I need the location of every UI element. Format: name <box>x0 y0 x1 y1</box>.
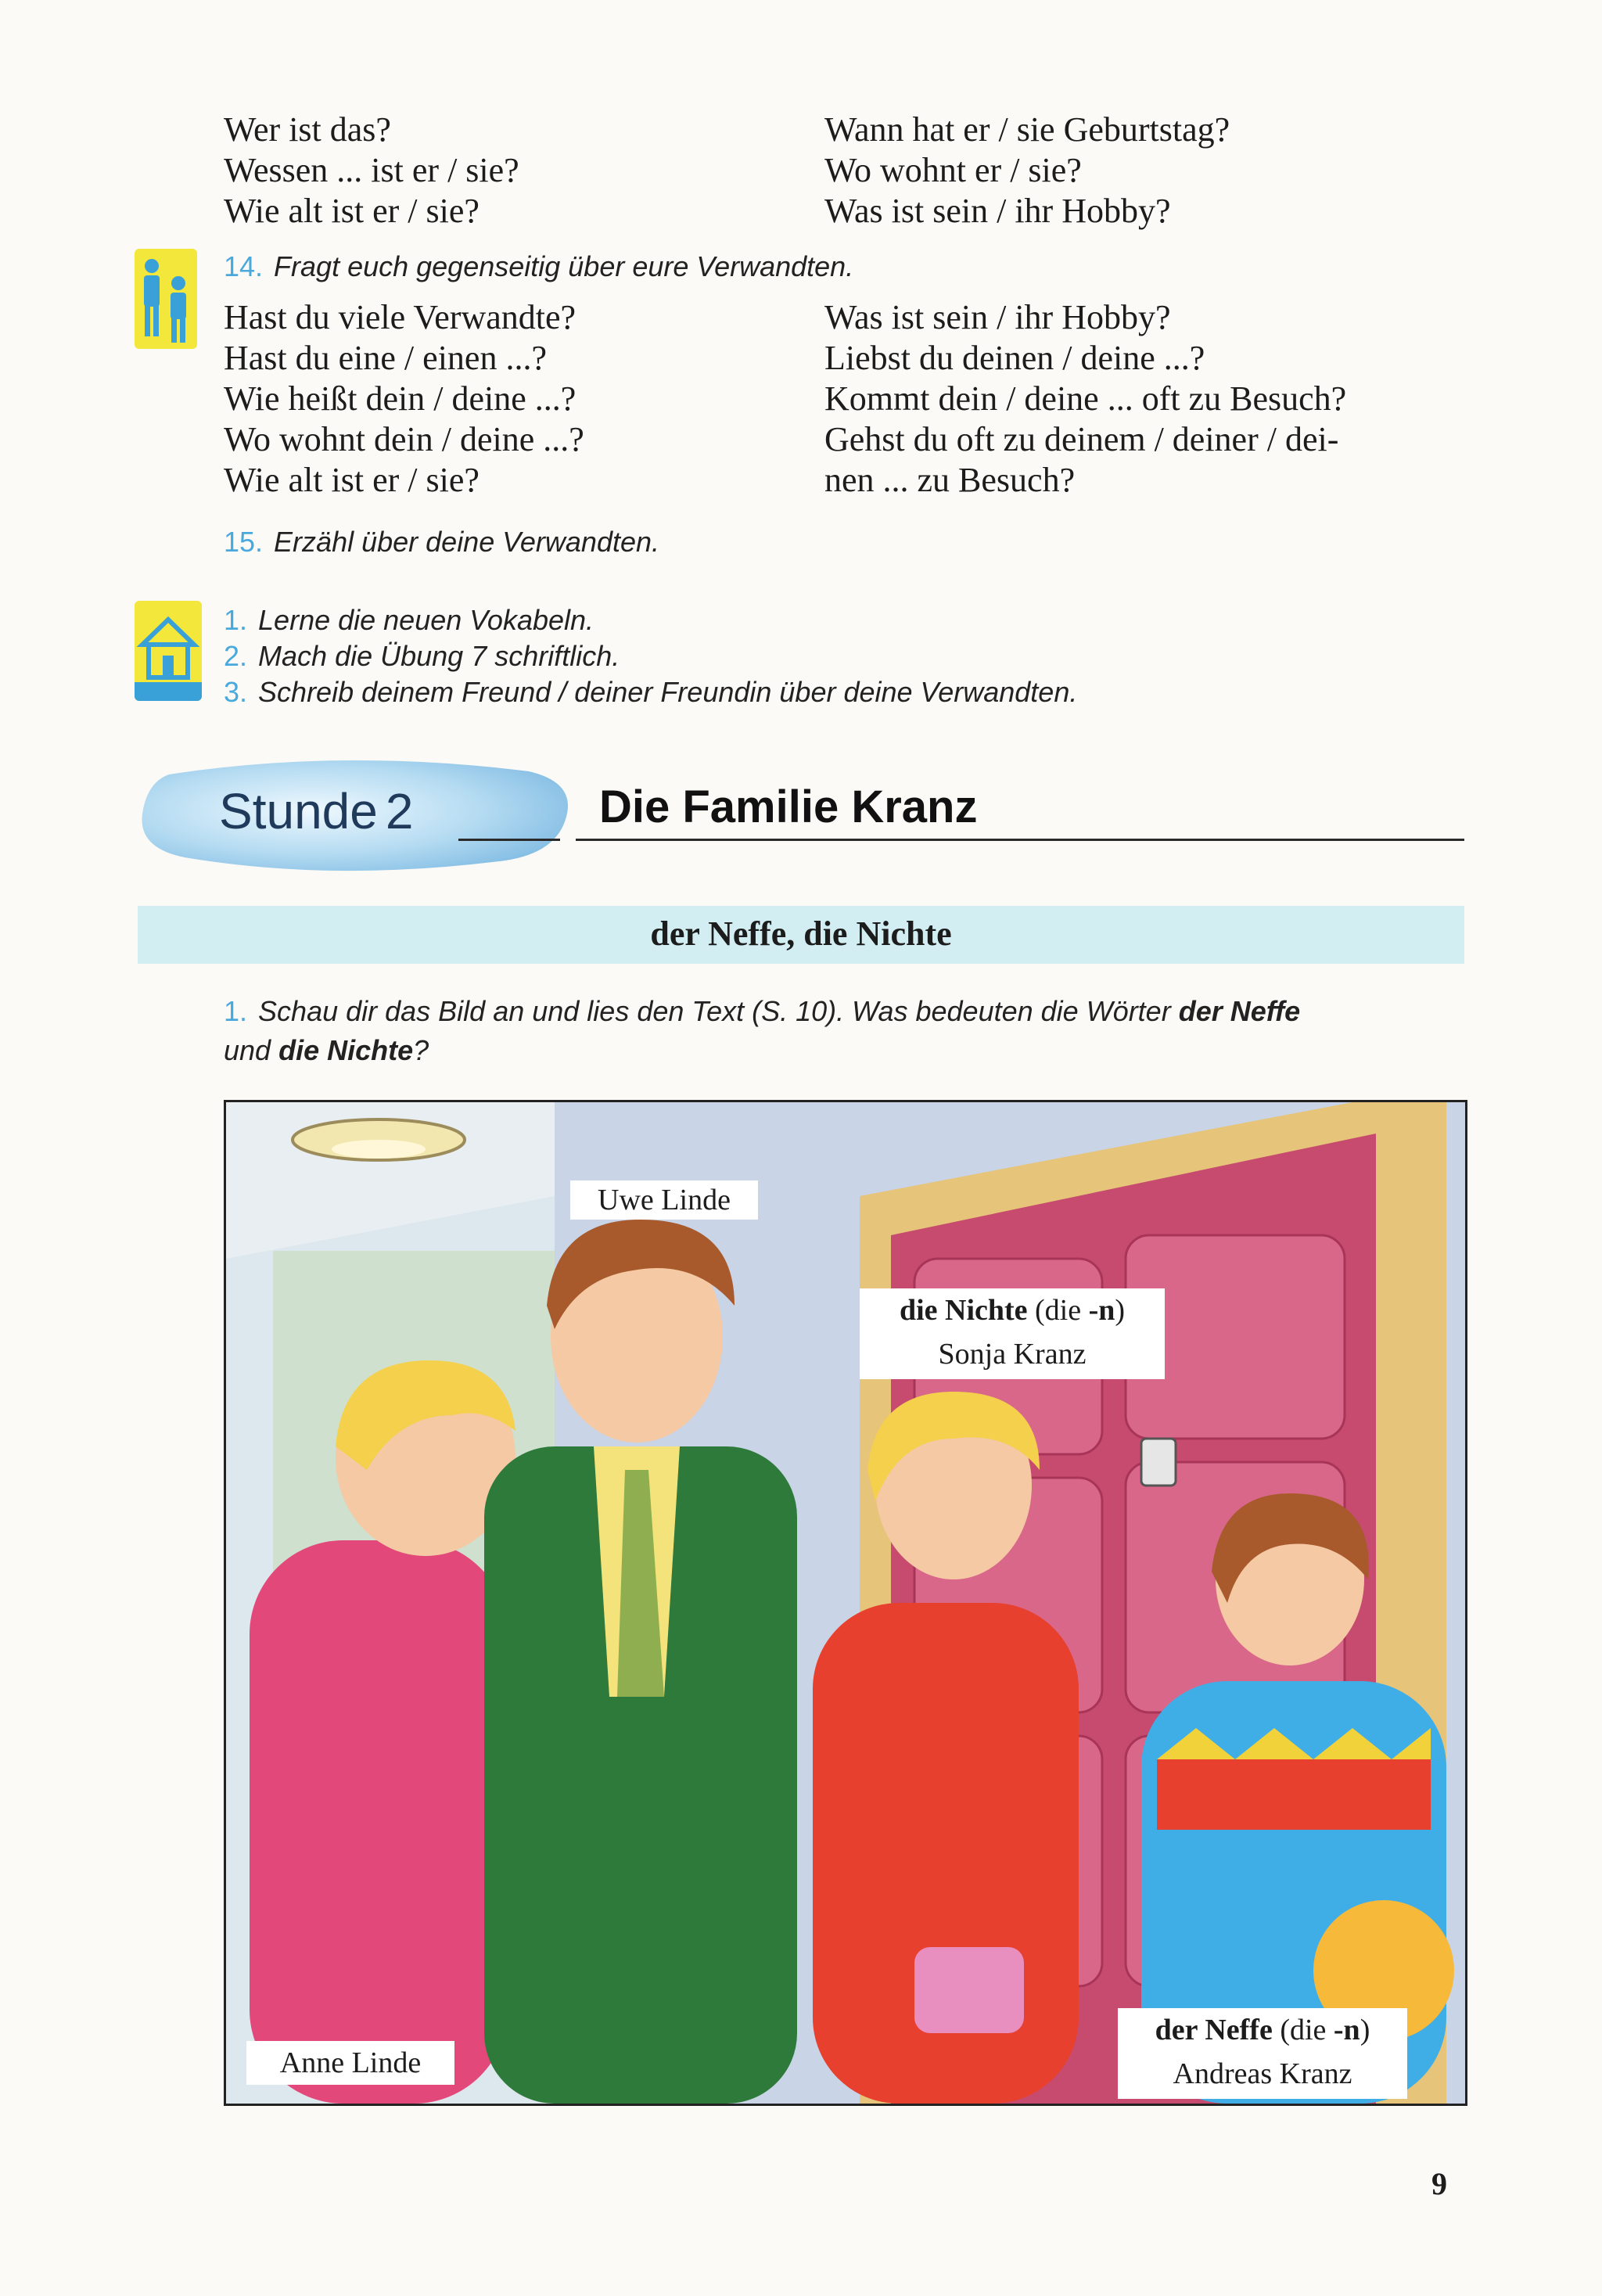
task-15-instruction: 15. Erzähl über deine Verwandten. <box>224 526 660 558</box>
homework-item: 1. Lerne die neuen Vokabeln. <box>224 604 594 636</box>
lesson-number-underline <box>458 839 560 841</box>
questions-left-column <box>224 110 519 232</box>
question-line: Wie alt ist er / sie? <box>224 461 480 499</box>
homework-item: 2. Mach die Übung 7 schriftlich. <box>224 640 620 672</box>
label-uwe-linde: Uwe Linde <box>570 1180 758 1220</box>
question-line: Hast du eine / einen ...? <box>224 339 547 377</box>
lesson-label: Stunde 2 <box>219 783 414 839</box>
question-line: Wie heißt dein / deine ...? <box>224 379 577 418</box>
question-line: Kommt dein / deine ... oft zu Besuch? <box>824 379 1347 418</box>
homework-house-icon <box>135 601 202 701</box>
task-14-instruction: 14. Fragt euch gegenseitig über eure Verwandten. <box>224 250 854 282</box>
question-line: Wo wohnt er / sie? <box>824 151 1082 189</box>
task-number: 15. <box>224 526 264 558</box>
label-neffe: der Neffe (die -n) Andreas Kranz <box>1118 2008 1407 2099</box>
question-line: Gehst du oft zu deinem / deiner / dei- <box>824 420 1339 458</box>
page-number: 9 <box>1431 2166 1447 2201</box>
label-anne-linde: Anne Linde <box>246 2041 454 2085</box>
question-line: Wer ist das? <box>224 110 391 149</box>
vocabulary-words: der Neffe, die Nichte <box>650 914 952 953</box>
task14-right-column <box>824 297 1346 501</box>
task-number: 1. <box>224 995 248 1027</box>
lesson-number: 2 <box>385 783 414 839</box>
questions-right-column <box>824 110 1230 232</box>
homework-list <box>224 602 1077 710</box>
exercise-1-instruction: 1. Schau dir das Bild an und lies den Text (S. 10). Was bedeuten die Wörter der Neffe und die Nichte? <box>224 995 1301 1066</box>
task14-left-column <box>224 297 584 501</box>
label-nichte: die Nichte (die -n) Sonja Kranz <box>860 1288 1165 1379</box>
keyword-neffe: der Neffe <box>1178 995 1301 1027</box>
lesson-title-rule <box>576 839 1464 841</box>
question-line: Hast du viele Verwandte? <box>224 298 577 336</box>
question-line: Wessen ... ist er / sie? <box>224 151 519 189</box>
task-number: 14. <box>224 250 264 282</box>
pair-work-icon <box>135 249 197 349</box>
question-line: nen ... zu Besuch? <box>824 461 1076 499</box>
question-line: Wo wohnt dein / deine ...? <box>224 420 584 458</box>
homework-item: 3. Schreib deinem Freund / deiner Freundin über deine Verwandten. <box>224 676 1078 708</box>
question-line: Wie alt ist er / sie? <box>224 192 480 230</box>
lesson-title: Die Familie Kranz <box>599 782 978 832</box>
question-line: Was ist sein / ihr Hobby? <box>824 298 1171 336</box>
question-line: Was ist sein / ihr Hobby? <box>824 192 1171 230</box>
family-illustration <box>224 1100 1467 2106</box>
keyword-nichte: die Nichte <box>278 1034 414 1066</box>
question-line: Wann hat er / sie Geburtstag? <box>824 110 1230 149</box>
question-line: Liebst du deinen / deine ...? <box>824 339 1205 377</box>
